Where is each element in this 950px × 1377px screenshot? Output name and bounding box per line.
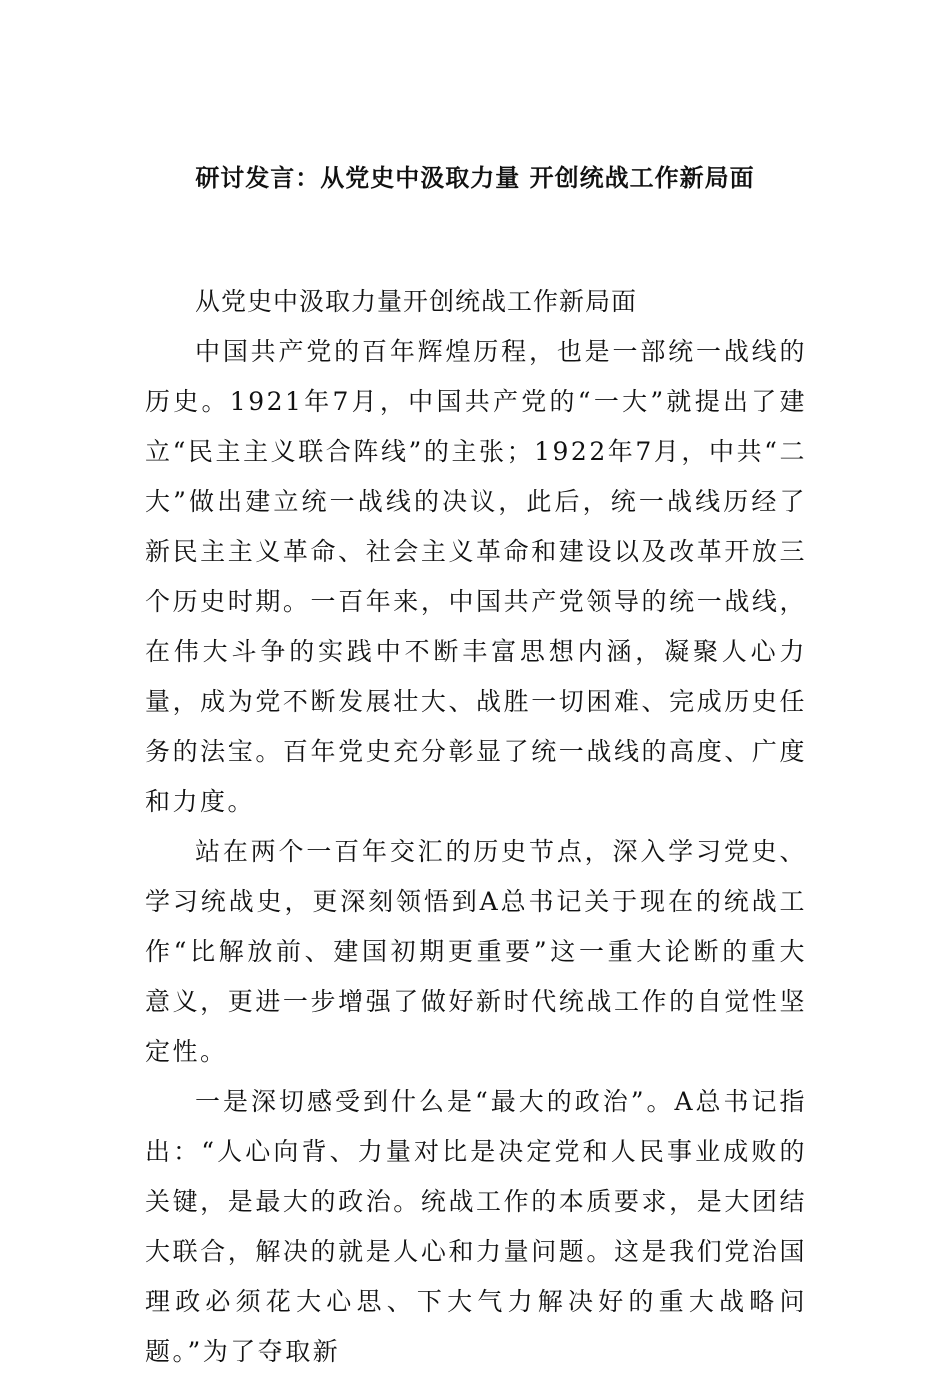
paragraph-greatest-politics: 一是深切感受到什么是“最大的政治”。A总书记指出：“人心向背、力量对比是决定党和人民事业成败的关键，是最大的政治。统战工作的本质要求，是大团结大联合，解决的就是人心和力量问题。这是我们党治国理政必须花大心思、下大气力解决好的重大战略问题。”为了夺取新 <box>145 1087 807 1366</box>
document-body <box>145 277 807 1377</box>
document-title: 研讨发言：从党史中汲取力量 开创统战工作新局面 <box>195 164 755 192</box>
paragraph-history: 中国共产党的百年辉煌历程，也是一部统一战线的历史。1921年7月，中国共产党的“一大”就提出了建立“民主主义联合阵线”的主张；1922年7月，中共“二大”做出建立统一战线的决议，此后，统一战线历经了新民主主义革命、社会主义革命和建设以及改革开放三个历史时期。一百年来，中国共产党领导的统一战线，在伟大斗争的实践中不断丰富思想内涵，凝聚人心力量，成为党不断发展壮大、战胜一切困难、完成历史任务的法宝。百年党史充分彰显了统一战线的高度、广度和力度。 <box>145 337 807 816</box>
paragraph-significance: 站在两个一百年交汇的历史节点，深入学习党史、学习统战史，更深刻领悟到A总书记关于现在的统战工作“比解放前、建国初期更重要”这一重大论断的重大意义，更进一步增强了做好新时代统战工作的自觉性坚定性。 <box>145 837 807 1066</box>
paragraph-subheading: 从党史中汲取力量开创统战工作新局面 <box>195 287 638 316</box>
